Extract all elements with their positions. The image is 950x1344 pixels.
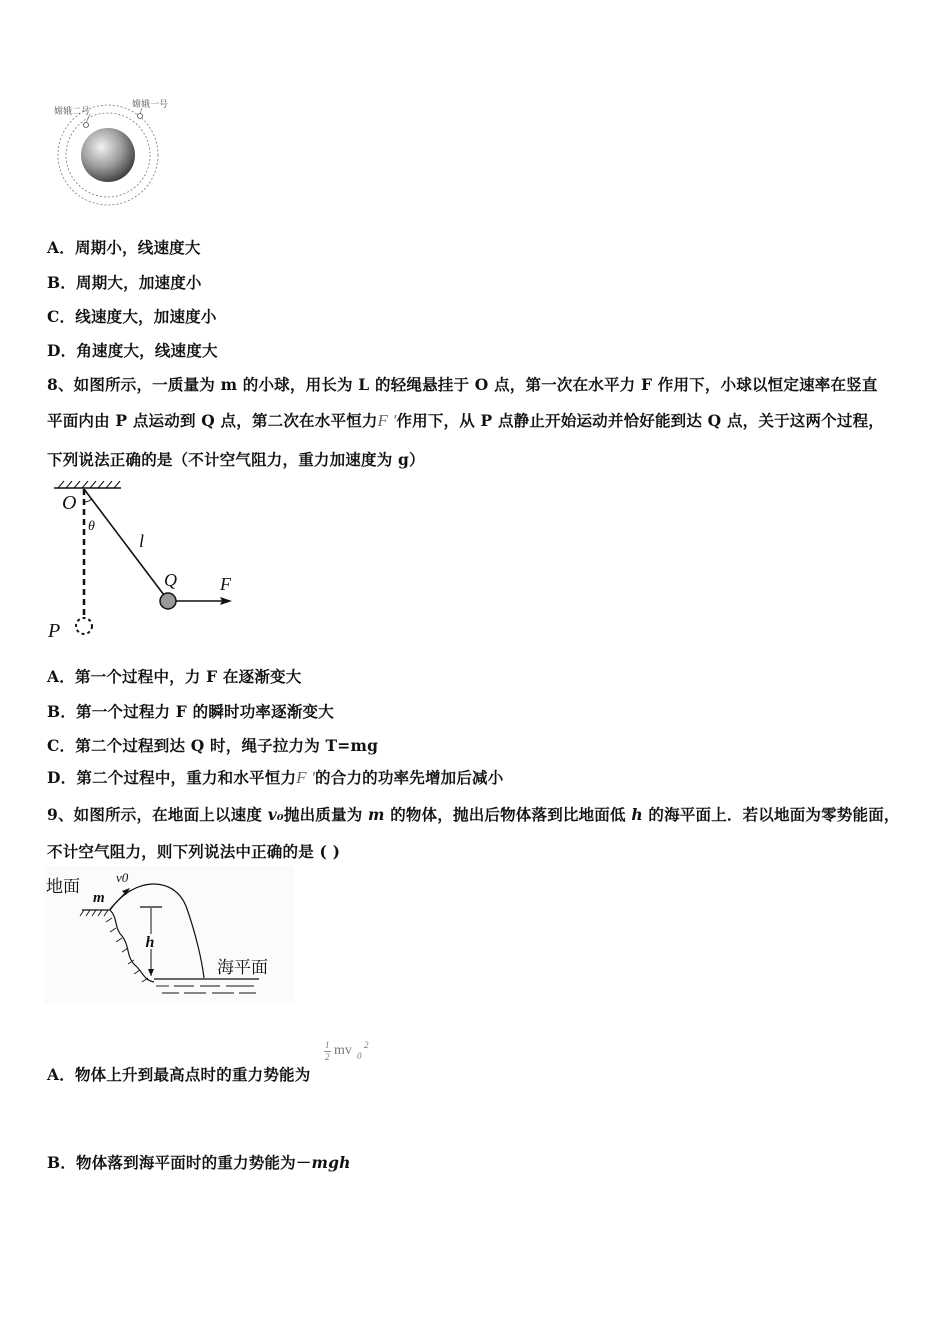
q8-stem-line3: 下列说法正确的是（不计空气阻力，重力加速度为 g） <box>47 450 425 469</box>
satellite-2 <box>84 123 89 128</box>
q9-option-b: B．物体落到海平面时的重力势能为－mgh <box>47 1153 351 1172</box>
q7-option-a: A．周期小，线速度大 <box>47 238 201 257</box>
q8-option-a: A．第一个过程中，力 F 在逐渐变大 <box>47 667 302 686</box>
label-l: l <box>139 531 145 551</box>
half-mv0-squared: 1 2 mv 0 2 <box>325 1040 369 1062</box>
label-m: m <box>93 890 105 906</box>
ball-q <box>160 593 176 609</box>
label-f: F <box>220 574 231 594</box>
q9-stem-line1: 9、如图所示，在地面上以速度 v₀抛出质量为 m 的物体，抛出后物体落到比地面低 h 的海平面上．若以地面为零势能面， <box>47 805 900 824</box>
moon <box>81 128 135 182</box>
ball-p <box>76 618 92 634</box>
satellite-1 <box>138 114 143 119</box>
q7-option-c: C．线速度大，加速度小 <box>47 307 217 326</box>
label-theta: θ <box>88 519 95 534</box>
label-change2: 嫦娥二号 <box>54 107 91 117</box>
label-q: Q <box>164 570 177 590</box>
q8-option-c: C．第二个过程到达 Q 时，绳子拉力为 T=mg <box>47 736 379 755</box>
label-v0: v0 <box>116 870 129 885</box>
q7-option-d: D．角速度大，线速度大 <box>47 341 218 360</box>
label-o: O <box>62 492 77 514</box>
q8-stem-line1: 8、如图所示，一质量为 m 的小球，用长为 L 的轻绳悬挂于 O 点，第一次在水平力 F 作用下，小球以恒定速率在竖直 <box>47 375 878 394</box>
label-p: P <box>48 620 61 642</box>
string-l <box>84 489 167 599</box>
q8-option-d: D．第二个过程中，重力和水平恒力F '的合力的功率先增加后减小 <box>47 768 504 787</box>
cliff-figure <box>44 866 294 1004</box>
q9-option-a: A．物体上升到最高点时的重力势能为 <box>47 1065 311 1084</box>
f-prime-symbol: F ' <box>377 411 397 430</box>
label-sea: 海平面 <box>217 958 268 978</box>
q9-stem-line2: 不计空气阻力，则下列说法中正确的是 ( ) <box>47 842 341 861</box>
q7-option-b: B．周期大，加速度小 <box>47 273 202 292</box>
q8-stem-line2: 平面内由 P 点运动到 Q 点，第二次在水平恒力F '作用下，从 P 点静止开始运动并恰好能到达 Q 点，关于这两个过程， <box>47 411 884 430</box>
pendulum-figure <box>46 478 246 643</box>
f-prime-symbol-2: F ' <box>296 768 316 787</box>
orbit-figure <box>52 98 182 208</box>
label-change1: 嫦娥一号 <box>132 100 169 110</box>
label-h: h <box>145 934 155 951</box>
label-ground: 地面 <box>46 877 80 897</box>
q8-option-b: B．第一个过程力 F 的瞬时功率逐渐变大 <box>47 702 334 721</box>
